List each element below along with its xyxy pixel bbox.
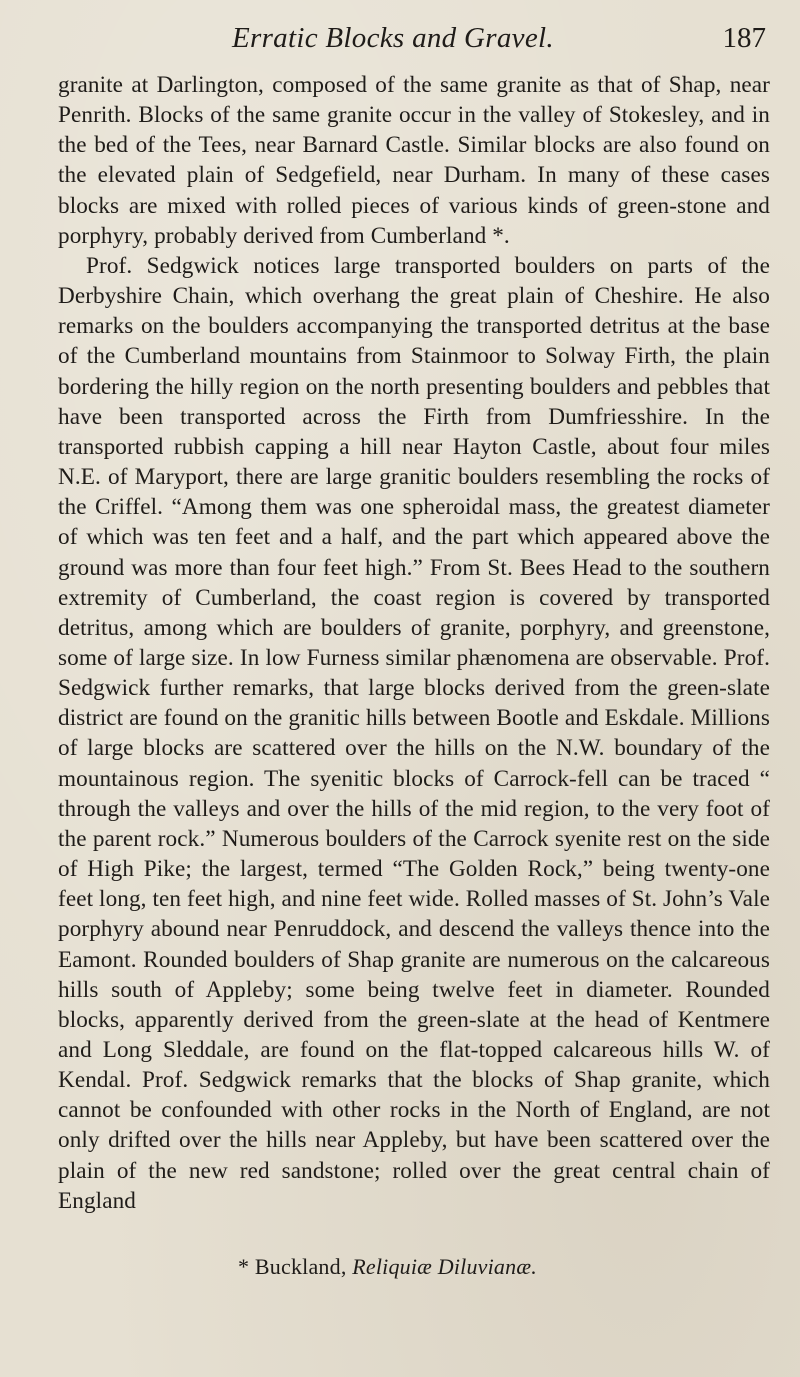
paragraph-2: Prof. Sedgwick notices large transported boulders on parts of the Derbyshire Chain, which overhang the great plain of Cheshire. He also remarks on the boulders accompanying the transported detritus at the base of the Cumberland mountains from Stainmoor to Solway Firth, the plain bordering the hilly region on the north presenting boulders and pebbles that have been transported across the Firth from Dumfriesshire. In the transported rubbish capping a hill near Hayton Castle, about four miles N.E. of Maryport, there are large granitic boulders resembling the rocks of the Criffel. “Among them was one spheroidal mass, the greatest diameter of which was ten feet and a half, and the part which appeared above the ground was more than four feet high.” From St. Bees Head to the southern extremity of Cumberland, the coast region is covered by transported detritus, among which are boulders of granite, porphyry, and greenstone, some of large size. In low Furness similar phænomena are observable. Prof. Sedgwick further remarks, that large blocks derived from the green-slate district are found on the granitic hills between Bootle and Eskdale. Millions of large blocks are scattered over the hills on the N.W. boundary of the mountainous region. The syenitic blocks of Carrock-fell can be traced “ through the valleys and over the hills of the mid region, to the very foot of the parent rock.” Numerous boulders of the Carrock syenite rest on the side of High Pike; the largest, termed “The Golden Rock,” being twenty-one feet long, ten feet high, and nine feet wide. Rolled masses of St. John’s Vale porphyry abound near Penruddock, and descend the valleys thence into the Eamont. Rounded boulders of Shap granite are numerous on the calcareous hills south of Appleby; some being twelve feet in diameter. Rounded blocks, apparently derived from the green-slate at the head of Kentmere and Long Sleddale, are found on the flat-topped calcareous hills W. of Kendal. Prof. Sedgwick remarks that the blocks of Shap granite, which cannot be confounded with other rocks in the North of England, are not only drifted over the hills near Appleby, but have been scattered over the plain of the new red sandstone; rolled over the great central chain of England — [58, 252, 770, 1214]
footnote-author: Buckland, — [254, 1253, 353, 1279]
running-head — [0, 22, 800, 56]
footnote-work: Reliquiæ Diluvianæ. — [352, 1253, 537, 1279]
page-number: 187 — [722, 22, 766, 54]
footnote — [58, 1254, 770, 1280]
footnote-marker: * — [238, 1253, 255, 1279]
body-text — [58, 70, 770, 1216]
paragraph-1: granite at Darlington, composed of the same granite as that of Shap, near Penrith. Blocks of the same granite occur in the valley of Stokesley, and in the bed of the Tees, near Barnard Castle. Similar blocks are also found on the elevated plain of Sedgefield, near Durham. In many of these cases blocks are mixed with rolled pieces of various kinds of green-stone and porphyry, probably derived from Cumberland *. — [58, 72, 770, 249]
running-title: Erratic Blocks and Gravel. — [232, 22, 554, 54]
